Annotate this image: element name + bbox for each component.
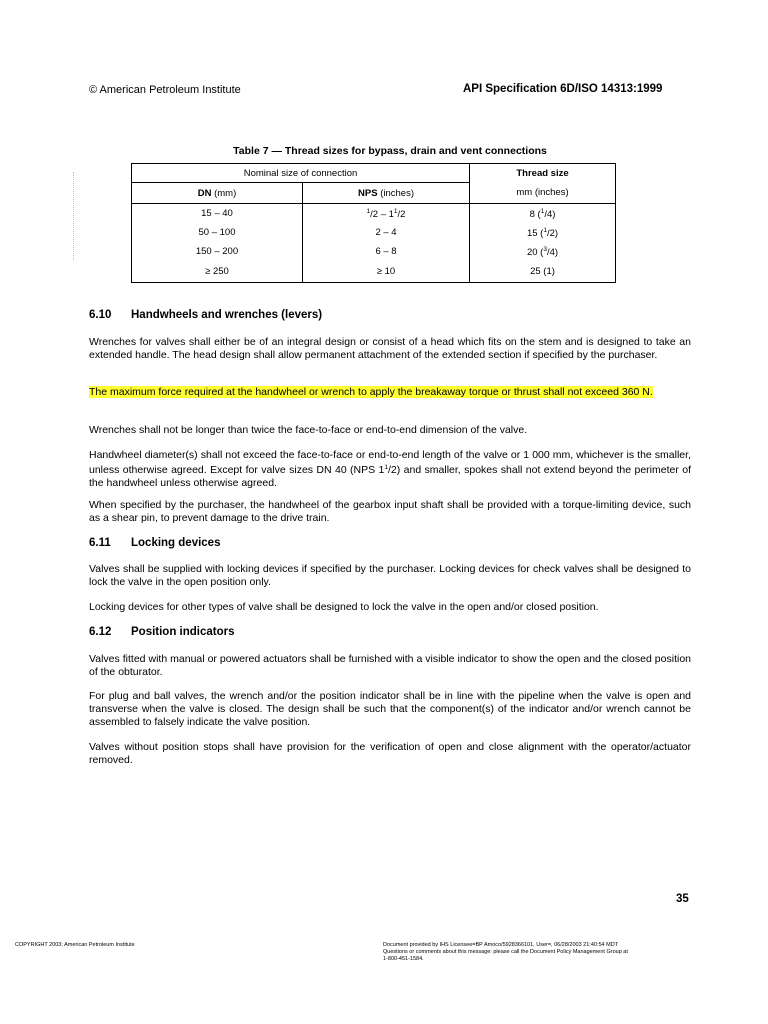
- header-publisher: © American Petroleum Institute: [89, 84, 241, 96]
- paragraph: Valves without position stops shall have provision for the verification of open and close alignment with the operator/actuator removed.: [89, 741, 691, 766]
- nps-header: [303, 183, 470, 204]
- paragraph: For plug and ball valves, the wrench and/or the position indicator shall be in line with the pipeline when the valve is open and transverse when the valve is closed. The design shall be such that the component(s) of the indicator and/or wrench cannot be assembled to falsely indicate the valve position.: [89, 690, 691, 728]
- table-row: [132, 261, 616, 282]
- paragraph: Handwheel diameter(s) shall not exceed the face-to-face or end-to-end length of the valve or 1 000 mm, whichever is the smaller, unless otherwise agreed. Except for valve sizes DN 40 (NPS $1^1/2$) and smaller, spokes shall not extend beyond the perimeter of the handwheel unless otherwise agreed.: [89, 449, 691, 489]
- thread-unit-header: mm (inches): [470, 183, 616, 204]
- thread-cell: 25 (1): [470, 261, 616, 282]
- footer-license-notice: Document provided by IHS Licensee=BP Amoco/5928366101, User=, 06/28/2003 21:40:54 MDT Questions or comments about this message: please call the Document Policy Management Group at 1-800-451-1584.: [383, 942, 628, 962]
- section-heading-6-11: [89, 537, 220, 549]
- paragraph-highlighted: [89, 386, 691, 399]
- paragraph: When specified by the purchaser, the handwheel of the gearbox input shaft shall be provided with a torque-limiting device, such as a shear pin, to prevent damage to the drive train.: [89, 499, 691, 524]
- header-spec-title: API Specification 6D/ISO 14313:1999: [463, 83, 663, 95]
- nps-cell: 2 – 4: [303, 223, 470, 242]
- section-title: Handwheels and wrenches (levers): [131, 309, 323, 321]
- dn-label: DN: [197, 187, 212, 199]
- table-row: [132, 223, 616, 242]
- nps-label: NPS: [358, 187, 378, 199]
- table-title: Table 7 — Thread sizes for bypass, drain and vent connections: [233, 145, 547, 157]
- highlighted-text: The maximum force required at the handwheel or wrench to apply the breakaway torque or thrust shall not exceed 360 N.: [89, 386, 653, 398]
- nominal-size-header: Nominal size of connection: [132, 164, 470, 183]
- table-row: [132, 204, 616, 223]
- dn-cell: 50 – 100: [132, 223, 303, 242]
- paragraph: Valves fitted with manual or powered actuators shall be furnished with a visible indicator to show the open and the closed position of the obturator.: [89, 653, 691, 678]
- thread-cell: 20 ($^3$/4): [470, 242, 616, 261]
- dn-unit: (mm): [211, 187, 237, 199]
- dn-cell: 150 – 200: [132, 242, 303, 261]
- thread-sizes-table: [131, 163, 616, 283]
- section-title: Position indicators: [131, 626, 235, 638]
- thread-size-header: Thread size: [470, 164, 616, 183]
- thread-cell: 8 ($^1$/4): [470, 204, 616, 223]
- section-title: Locking devices: [131, 537, 221, 549]
- thread-cell: 15 ($^1$/2): [470, 223, 616, 242]
- margin-dotted-line: [73, 172, 77, 260]
- section-heading-6-10: [89, 309, 322, 321]
- page-number: 35: [676, 893, 689, 905]
- footer-copyright: COPYRIGHT 2003; American Petroleum Institute: [15, 942, 135, 948]
- section-number: 6.11: [89, 537, 111, 549]
- paragraph: Wrenches shall not be longer than twice the face-to-face or end-to-end dimension of the valve.: [89, 424, 528, 436]
- dn-cell: 15 – 40: [132, 204, 303, 223]
- paragraph: Valves shall be supplied with locking devices if specified by the purchaser. Locking devices for check valves shall be designed to lock the valve in the open position only.: [89, 563, 691, 588]
- section-number: 6.10: [89, 309, 112, 321]
- nps-unit: (inches): [377, 187, 414, 199]
- paragraph: Locking devices for other types of valve shall be designed to lock the valve in the open and/or closed position.: [89, 601, 599, 613]
- section-number: 6.12: [89, 626, 112, 638]
- nps-cell: 6 – 8: [303, 242, 470, 261]
- nps-cell: $^1/2 - 1^1/2$: [303, 204, 470, 223]
- dn-cell: ≥ 250: [132, 261, 303, 282]
- dn-header: [132, 183, 303, 204]
- table-row: [132, 242, 616, 261]
- section-heading-6-12: [89, 626, 235, 638]
- paragraph: Wrenches for valves shall either be of an integral design or consist of a head which fits on the stem and is designed to take an extended handle. The head design shall allow permanent attachment of the extended section if specified by the purchaser.: [89, 336, 691, 361]
- nps-cell: ≥ 10: [303, 261, 470, 282]
